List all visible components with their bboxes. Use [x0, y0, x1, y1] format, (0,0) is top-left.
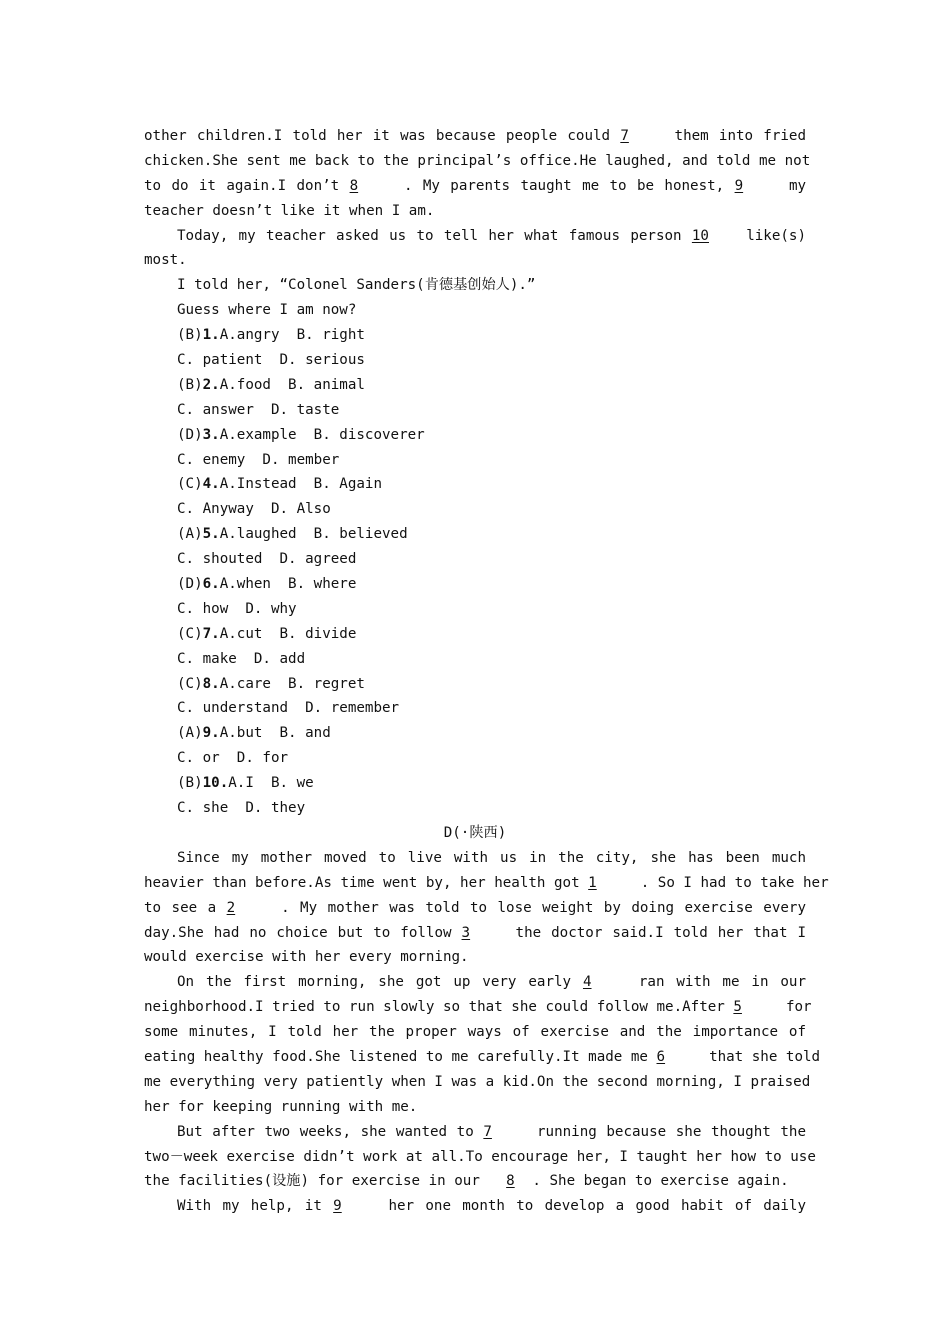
- blank-3: 3: [461, 924, 471, 941]
- text-line: day.She had no choice but to follow 3 the doctor said.I told her that I: [144, 921, 806, 946]
- option-row: (C)4.A.Instead B. Again: [177, 476, 383, 493]
- text-line: With my help, it 9 her one month to develop a good habit of daily: [144, 1194, 806, 1219]
- option-row: C. enemy D. member: [177, 451, 340, 468]
- text-line: Today, my teacher asked us to tell her what famous person 10 like(s): [144, 224, 806, 249]
- option-row: (A)5.A.laughed B. believed: [177, 526, 408, 543]
- section-heading: D(·陕西): [443, 824, 507, 841]
- blank-1: 1: [588, 874, 597, 891]
- text-line: I told her, “Colonel Sanders(肯德基创始人).”: [177, 277, 536, 294]
- blank-5: 5: [733, 999, 742, 1016]
- text-line: me everything very patiently when I was a kid.On the second morning, I praised: [144, 1073, 811, 1090]
- option-row: C. shouted D. agreed: [177, 551, 357, 568]
- text-line: chicken.She sent me back to the principal’s office.He laughed, and told me not: [144, 152, 811, 169]
- text-line: Since my mother moved to live with us in the city, she has been much: [177, 849, 806, 866]
- text-line: most.: [144, 252, 187, 269]
- text-line: Guess where I am now?: [177, 302, 357, 319]
- option-row: (A)9.A.but B. and: [177, 725, 331, 742]
- blank-7: 7: [620, 128, 629, 144]
- text-line: eating healthy food.She listened to me carefully.It made me 6 that she told: [144, 1045, 806, 1070]
- option-row: C. understand D. remember: [177, 700, 400, 717]
- option-row: C. Anyway D. Also: [177, 501, 331, 518]
- text-line: two－week exercise didn’t work at all.To encourage her, I taught her how to use: [144, 1148, 816, 1165]
- option-row: C. or D. for: [177, 750, 289, 767]
- option-row: (B)2.A.food B. animal: [177, 376, 365, 393]
- blank-9: 9: [333, 1198, 342, 1215]
- option-row: C. she D. they: [177, 800, 306, 817]
- option-row: (D)6.A.when B. where: [177, 576, 357, 593]
- blank-8: 8: [349, 177, 359, 194]
- text-line: some minutes, I told her the proper ways of exercise and the importance of: [144, 1024, 806, 1041]
- blank-7: 7: [483, 1123, 492, 1140]
- blank-8: 8: [506, 1173, 515, 1190]
- option-row: C. make D. add: [177, 650, 306, 667]
- text-line: neighborhood.I tried to run slowly so that she could follow me.After 5 for: [144, 995, 806, 1020]
- text-line: would exercise with her every morning.: [144, 949, 469, 966]
- text-line: heavier than before.As time went by, her health got 1 . So I had to take her: [144, 871, 806, 896]
- blank-10: 10: [691, 227, 709, 244]
- option-row: (C)8.A.care B. regret: [177, 675, 365, 692]
- text-line: teacher doesn’t like it when I am.: [144, 202, 435, 219]
- text-line: her for keeping running with me.: [144, 1098, 418, 1115]
- text-line: to see a 2 . My mother was told to lose weight by doing exercise every: [144, 896, 806, 921]
- text-line: But after two weeks, she wanted to 7 running because she thought the: [144, 1120, 806, 1145]
- blank-2: 2: [226, 899, 236, 916]
- text-line: On the first morning, she got up very early 4 ran with me in our: [144, 970, 806, 995]
- option-row: C. how D. why: [177, 600, 297, 617]
- option-row: (B)10.A.I B. we: [177, 775, 314, 792]
- document-page: [144, 124, 829, 1219]
- options-list: [144, 323, 806, 821]
- text-line: to do it again.I don’t 8 . My parents taught me to be honest, 9 my: [144, 174, 806, 199]
- blank-4: 4: [582, 974, 592, 991]
- option-row: (B)1.A.angry B. right: [177, 327, 365, 344]
- blank-6: 6: [656, 1048, 666, 1065]
- option-row: (C)7.A.cut B. divide: [177, 625, 357, 642]
- option-row: C. answer D. taste: [177, 401, 340, 418]
- text-line: other children.I told her it was because people could 7 them into fried: [144, 124, 806, 149]
- option-row: C. patient D. serious: [177, 352, 365, 369]
- blank-9: 9: [734, 177, 744, 194]
- text-line: the facilities(设施) for exercise in our 8 . She began to exercise again.: [144, 1169, 806, 1194]
- option-row: (D)3.A.example B. discoverer: [177, 426, 425, 443]
